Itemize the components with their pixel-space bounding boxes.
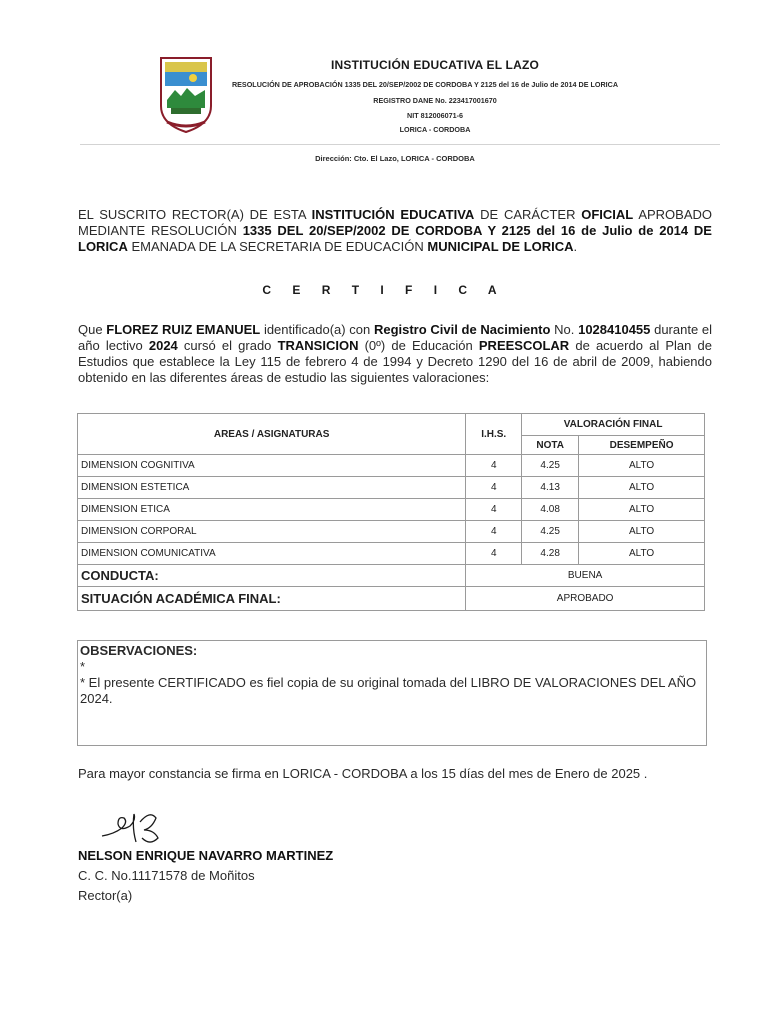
closing-statement: Para mayor constancia se firma en LORICA - CORDOBA a los 15 días del mes de Enero de 2025 . [78, 766, 648, 781]
intro-paragraph: EL SUSCRITO RECTOR(A) DE ESTA INSTITUCIÓN EDUCATIVA DE CARÁCTER OFICIAL APROBADO MEDIANTE RESOLUCIÓN 1335 DEL 20/SEP/2002 DE CORDOBA Y 2125 del 16 de Julio de 2014 DE LORICA EMANADA DE LA SECRETARIA DE EDUCACIÓN MUNICIPAL DE LORICA. [78, 207, 712, 254]
signer-name: NELSON ENRIQUE NAVARRO MARTINEZ [78, 848, 334, 863]
col-header-ihs: I.H.S. [466, 414, 522, 455]
table-row: DIMENSION COGNITIVA 4 4.25 ALTO [78, 455, 705, 477]
header-city: LORICA - CORDOBA [399, 125, 471, 134]
institution-address: Dirección: Cto. El Lazo, LORICA - CORDOBA [315, 154, 475, 163]
observations-line: * [80, 659, 86, 674]
conducta-row [78, 565, 705, 587]
signer-id: C. C. No.11171578 de Moñitos [78, 868, 255, 883]
observations-box [77, 640, 707, 746]
nit-number: NIT 812006071-6 [407, 111, 463, 120]
table-row: DIMENSION COMUNICATIVA 4 4.28 ALTO [78, 543, 705, 565]
table-row: DIMENSION ETICA 4 4.08 ALTO [78, 499, 705, 521]
student-name: FLOREZ RUIZ EMANUEL [106, 322, 261, 337]
table-row: DIMENSION CORPORAL 4 4.25 ALTO [78, 521, 705, 543]
approval-resolution: RESOLUCIÓN DE APROBACIÓN 1335 DEL 20/SEP/2002 DE CORDOBA Y 2125 del 16 de Julio de 2014 DE LORICA [231, 80, 619, 89]
grades-table [77, 413, 705, 611]
dane-registry: REGISTRO DANE No. 223417001670 [373, 96, 497, 105]
col-header-nota: NOTA [522, 436, 579, 455]
student-id: 1028410455 [578, 322, 651, 337]
table-row: DIMENSION ESTETICA 4 4.13 ALTO [78, 477, 705, 499]
certifica-heading: C E R T I F I C A [262, 283, 506, 297]
conducta-value: BUENA [466, 565, 705, 587]
situacion-row [78, 587, 705, 611]
observations-title: OBSERVACIONES: [80, 643, 198, 658]
certification-paragraph: Que FLOREZ RUIZ EMANUEL identificado(a) con Registro Civil de Nacimiento No. 1028410455 durante el año lectivo 2024 cursó el grado TRANSICION (0º) de Educación PREESCOLAR de acuerdo al Plan de Estudios que establece la Ley 115 de febrero 4 de 1994 y Decreto 1290 del 16 de abril de 2009, habiendo obtenido en las diferentes áreas de estudio las siguientes valoraciones: [78, 322, 713, 385]
observations-line: * El presente CERTIFICADO es fiel copia de su original tomada del LIBRO DE VALORACIONES DEL AÑO 2024. [80, 675, 697, 706]
signer-role: Rector(a) [78, 888, 133, 903]
situacion-value: APROBADO [466, 587, 705, 611]
col-header-final: VALORACIÓN FINAL [522, 414, 705, 436]
col-header-areas: AREAS / ASIGNATURAS [78, 414, 466, 455]
header-divider [80, 144, 720, 145]
handwritten-signature [100, 808, 175, 848]
col-header-desempeno: DESEMPEÑO [579, 436, 705, 455]
conducta-label: CONDUCTA: [78, 565, 466, 587]
institution-name: INSTITUCIÓN EDUCATIVA EL LAZO [330, 58, 540, 72]
situacion-label: SITUACIÓN ACADÉMICA FINAL: [78, 587, 466, 611]
